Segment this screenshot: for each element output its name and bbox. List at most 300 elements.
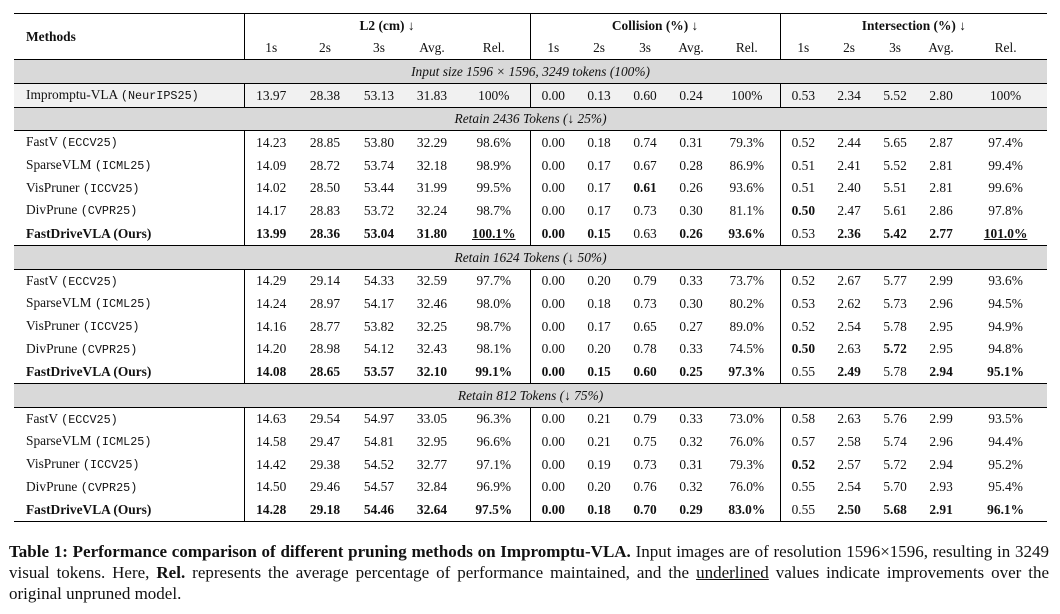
value-cell: 0.51 xyxy=(780,154,826,177)
subcolumn-header: 2s xyxy=(298,37,352,60)
results-table-container xyxy=(14,13,1047,522)
value-cell: 32.10 xyxy=(416,363,448,379)
method-cell xyxy=(14,453,244,476)
value-cell: 0.26 xyxy=(679,180,703,196)
section-header-row xyxy=(14,384,1047,408)
caption-text-3: values indicate improvements over the original unpruned model. xyxy=(9,563,1050,603)
value-cell: 100.1% xyxy=(472,225,516,241)
caption-text-1: Input images are of resolution 1596×1596, resulting in 3249 visual tokens. Here, xyxy=(9,542,1050,582)
value-cell: 28.65 xyxy=(309,363,341,379)
value-cell: 28.38 xyxy=(298,84,352,108)
value-cell: 13.99 xyxy=(244,222,298,245)
value-cell: 14.29 xyxy=(244,269,298,292)
method-cell xyxy=(14,338,244,361)
value-cell: 0.20 xyxy=(587,479,611,495)
value-cell: 0.15 xyxy=(587,363,611,379)
method-name: FastV xyxy=(26,134,58,150)
value-cell: 29.47 xyxy=(309,434,341,450)
value-cell: 2.96 xyxy=(929,434,953,450)
value-cell: 28.97 xyxy=(309,295,341,311)
method-venue: (ECCV25) xyxy=(61,136,118,151)
subcolumn-header: Avg. xyxy=(668,37,714,60)
subcolumn-header: 1s xyxy=(780,37,826,60)
value-cell: 83.0% xyxy=(714,498,780,521)
table-row xyxy=(14,222,1047,245)
group-header-intersection: Intersection (%) ↓ xyxy=(780,14,1047,37)
value-cell: 2.62 xyxy=(837,295,861,311)
method-name: Impromptu-VLA xyxy=(26,87,118,102)
method-cell xyxy=(14,315,244,338)
value-cell: 53.44 xyxy=(363,180,395,196)
value-cell: 5.52 xyxy=(883,157,907,173)
method-name: DivPrune xyxy=(26,478,78,494)
value-cell: 2.87 xyxy=(929,135,953,151)
value-cell: 5.77 xyxy=(883,273,907,289)
value-cell: 2.80 xyxy=(918,84,964,108)
value-cell: 99.6% xyxy=(988,180,1023,196)
method-cell xyxy=(14,154,244,177)
value-cell: 0.31 xyxy=(679,456,703,472)
value-cell: 0.53 xyxy=(780,84,826,108)
value-cell: 2.44 xyxy=(837,135,861,151)
value-cell: 14.20 xyxy=(244,338,298,361)
value-cell: 0.00 xyxy=(530,222,576,245)
value-cell: 29.46 xyxy=(309,479,341,495)
value-cell: 14.23 xyxy=(244,131,298,154)
method-name: SparseVLM xyxy=(26,433,92,449)
method-name: VisPruner xyxy=(26,317,80,333)
value-cell: 2.41 xyxy=(837,157,861,173)
value-cell: 54.33 xyxy=(363,273,395,289)
method-cell xyxy=(14,430,244,453)
table-row xyxy=(14,453,1047,476)
value-cell: 79.3% xyxy=(729,135,765,151)
value-cell: 28.85 xyxy=(309,135,341,151)
subcolumn-header: 2s xyxy=(576,37,622,60)
results-table xyxy=(14,13,1047,522)
value-cell: 0.73 xyxy=(633,456,657,472)
value-cell: 0.00 xyxy=(530,315,576,338)
value-cell: 2.47 xyxy=(837,203,861,219)
value-cell: 0.20 xyxy=(587,273,611,289)
method-name: VisPruner xyxy=(26,179,80,195)
value-cell: 0.50 xyxy=(780,200,826,223)
value-cell: 29.14 xyxy=(309,273,341,289)
value-cell: 14.09 xyxy=(244,154,298,177)
method-venue: (ICML25) xyxy=(94,435,152,450)
value-cell: 32.46 xyxy=(416,295,448,311)
value-cell: 2.40 xyxy=(837,180,861,196)
value-cell: 97.4% xyxy=(988,135,1023,151)
value-cell: 5.78 xyxy=(883,363,907,379)
value-cell: 2.91 xyxy=(918,498,964,521)
value-cell: 0.33 xyxy=(679,341,703,357)
value-cell: 98.1% xyxy=(476,341,512,357)
value-cell: 0.28 xyxy=(679,157,703,173)
value-cell: 99.4% xyxy=(988,157,1023,173)
table-row xyxy=(14,84,1047,108)
value-cell: 0.74 xyxy=(633,135,657,151)
value-cell: 0.00 xyxy=(530,498,576,521)
method-cell xyxy=(14,200,244,223)
value-cell: 5.76 xyxy=(883,411,907,427)
value-cell: 0.00 xyxy=(530,338,576,361)
value-cell: 0.52 xyxy=(780,269,826,292)
value-cell: 74.5% xyxy=(729,341,765,357)
value-cell: 0.21 xyxy=(587,434,611,450)
table-row xyxy=(14,154,1047,177)
value-cell: 0.00 xyxy=(530,453,576,476)
value-cell: 32.84 xyxy=(416,479,448,495)
value-cell: 5.72 xyxy=(883,341,907,357)
value-cell: 0.00 xyxy=(530,292,576,315)
value-cell: 0.00 xyxy=(530,154,576,177)
value-cell: 14.42 xyxy=(244,453,298,476)
value-cell: 28.50 xyxy=(309,180,341,196)
value-cell: 2.99 xyxy=(929,273,953,289)
value-cell: 0.52 xyxy=(780,315,826,338)
method-cell xyxy=(14,269,244,292)
value-cell: 0.13 xyxy=(576,84,622,108)
value-cell: 100% xyxy=(964,84,1047,108)
value-cell: 0.75 xyxy=(633,434,657,450)
table-row xyxy=(14,360,1047,383)
value-cell: 98.9% xyxy=(476,157,512,173)
method-cell xyxy=(14,131,244,154)
value-cell: 0.30 xyxy=(679,203,703,219)
value-cell: 32.64 xyxy=(406,498,458,521)
value-cell: 54.46 xyxy=(352,498,406,521)
subcolumn-header: Rel. xyxy=(964,37,1047,60)
value-cell: 54.17 xyxy=(363,295,395,311)
section-header-row xyxy=(14,60,1047,84)
subcolumn-header: Rel. xyxy=(714,37,780,60)
value-cell: 5.61 xyxy=(883,203,907,219)
caption-title: Performance comparison of different pruning methods on Impromptu-VLA. xyxy=(72,542,631,561)
value-cell: 14.50 xyxy=(244,476,298,499)
value-cell: 0.76 xyxy=(633,479,657,495)
value-cell: 94.9% xyxy=(988,318,1023,334)
table-caption xyxy=(9,541,1049,604)
value-cell: 5.65 xyxy=(883,135,907,151)
value-cell: 2.81 xyxy=(929,157,953,173)
subcolumn-header: 1s xyxy=(530,37,576,60)
value-cell: 0.60 xyxy=(633,363,657,379)
value-cell: 28.36 xyxy=(309,225,341,241)
method-venue: (CVPR25) xyxy=(80,480,138,495)
value-cell: 94.8% xyxy=(988,341,1023,357)
value-cell: 31.83 xyxy=(406,84,458,108)
value-cell: 94.4% xyxy=(988,434,1023,450)
value-cell: 100% xyxy=(714,84,780,108)
value-cell: 98.6% xyxy=(476,135,512,151)
method-cell xyxy=(14,84,244,108)
value-cell: 0.00 xyxy=(530,360,576,383)
value-cell: 32.95 xyxy=(416,434,448,450)
table-row xyxy=(14,476,1047,499)
value-cell: 0.21 xyxy=(587,411,611,427)
value-cell: 0.26 xyxy=(679,225,703,241)
value-cell: 0.32 xyxy=(679,434,703,450)
value-cell: 79.3% xyxy=(729,456,765,472)
value-cell: 97.5% xyxy=(458,498,530,521)
value-cell: 0.55 xyxy=(780,476,826,499)
value-cell: 14.16 xyxy=(244,315,298,338)
value-cell: 0.58 xyxy=(780,407,826,430)
value-cell: 0.33 xyxy=(679,411,703,427)
value-cell: 73.0% xyxy=(729,411,765,427)
method-cell xyxy=(14,177,244,200)
value-cell: 76.0% xyxy=(729,479,765,495)
value-cell: 93.6% xyxy=(729,180,765,196)
value-cell: 2.94 xyxy=(929,363,953,379)
section-title: Retain 1624 Tokens (↓ 50%) xyxy=(14,245,1047,269)
value-cell: 2.63 xyxy=(837,341,861,357)
section-header-row xyxy=(14,245,1047,269)
method-cell xyxy=(14,360,244,383)
value-cell: 0.18 xyxy=(587,135,611,151)
value-cell: 53.13 xyxy=(352,84,406,108)
value-cell: 93.6% xyxy=(728,225,766,241)
value-cell: 0.33 xyxy=(679,273,703,289)
caption-text-2: represents the average percentage of performance maintained, and the xyxy=(192,563,690,582)
value-cell: 99.1% xyxy=(475,363,513,379)
value-cell: 86.9% xyxy=(729,157,765,173)
value-cell: 94.5% xyxy=(988,295,1023,311)
value-cell: 0.27 xyxy=(679,318,703,334)
value-cell: 2.58 xyxy=(837,434,861,450)
value-cell: 2.49 xyxy=(837,363,861,379)
value-cell: 0.52 xyxy=(780,131,826,154)
subcolumn-header: 2s xyxy=(826,37,872,60)
value-cell: 0.73 xyxy=(633,295,657,311)
value-cell: 2.77 xyxy=(929,225,953,241)
value-cell: 95.4% xyxy=(988,479,1023,495)
group-header-row xyxy=(14,14,1047,37)
value-cell: 28.72 xyxy=(309,157,341,173)
value-cell: 0.52 xyxy=(780,453,826,476)
value-cell: 54.97 xyxy=(363,411,395,427)
value-cell: 0.31 xyxy=(679,135,703,151)
value-cell: 32.77 xyxy=(416,456,448,472)
value-cell: 0.18 xyxy=(587,295,611,311)
value-cell: 0.20 xyxy=(587,341,611,357)
value-cell: 14.58 xyxy=(244,430,298,453)
value-cell: 14.08 xyxy=(244,360,298,383)
value-cell: 53.72 xyxy=(363,203,395,219)
method-name: DivPrune xyxy=(26,202,78,218)
method-cell xyxy=(14,222,244,245)
value-cell: 0.60 xyxy=(622,84,668,108)
table-body xyxy=(14,60,1047,522)
method-name: FastDriveVLA (Ours) xyxy=(26,363,152,379)
method-cell xyxy=(14,498,244,521)
value-cell: 80.2% xyxy=(729,295,765,311)
value-cell: 2.95 xyxy=(929,318,953,334)
table-row xyxy=(14,315,1047,338)
caption-rel-term: Rel. xyxy=(156,563,186,582)
value-cell: 53.82 xyxy=(363,318,395,334)
value-cell: 0.32 xyxy=(679,479,703,495)
value-cell: 53.74 xyxy=(363,157,395,173)
value-cell: 0.78 xyxy=(633,341,657,357)
value-cell: 0.79 xyxy=(633,273,657,289)
value-cell: 28.77 xyxy=(309,318,341,334)
table-row xyxy=(14,407,1047,430)
value-cell: 96.6% xyxy=(476,434,512,450)
value-cell: 29.38 xyxy=(309,456,341,472)
value-cell: 0.00 xyxy=(530,177,576,200)
value-cell: 97.8% xyxy=(988,203,1023,219)
value-cell: 13.97 xyxy=(244,84,298,108)
method-venue: (CVPR25) xyxy=(80,204,138,219)
caption-label: Table 1: xyxy=(9,542,68,561)
value-cell: 29.54 xyxy=(309,411,341,427)
value-cell: 0.24 xyxy=(668,84,714,108)
value-cell: 2.54 xyxy=(837,318,861,334)
value-cell: 0.53 xyxy=(780,222,826,245)
value-cell: 0.57 xyxy=(780,430,826,453)
value-cell: 2.54 xyxy=(837,479,861,495)
value-cell: 2.63 xyxy=(837,411,861,427)
value-cell: 5.72 xyxy=(883,456,907,472)
value-cell: 96.9% xyxy=(476,479,512,495)
value-cell: 2.50 xyxy=(826,498,872,521)
value-cell: 0.00 xyxy=(530,430,576,453)
group-header-collision: Collision (%) ↓ xyxy=(530,14,780,37)
value-cell: 97.1% xyxy=(476,456,512,472)
subcolumn-header: 3s xyxy=(622,37,668,60)
value-cell: 2.94 xyxy=(929,456,953,472)
subcolumn-header: Avg. xyxy=(406,37,458,60)
value-cell: 5.70 xyxy=(883,479,907,495)
value-cell: 2.67 xyxy=(837,273,861,289)
value-cell: 0.15 xyxy=(587,225,611,241)
value-cell: 5.78 xyxy=(883,318,907,334)
value-cell: 54.12 xyxy=(363,341,395,357)
value-cell: 0.30 xyxy=(679,295,703,311)
method-name: FastDriveVLA (Ours) xyxy=(26,502,152,518)
method-name: DivPrune xyxy=(26,340,78,356)
value-cell: 0.55 xyxy=(780,360,826,383)
value-cell: 5.52 xyxy=(872,84,918,108)
value-cell: 0.00 xyxy=(530,131,576,154)
value-cell: 0.53 xyxy=(780,292,826,315)
value-cell: 99.5% xyxy=(476,180,512,196)
table-row xyxy=(14,292,1047,315)
method-cell xyxy=(14,407,244,430)
value-cell: 5.51 xyxy=(883,180,907,196)
value-cell: 0.51 xyxy=(780,177,826,200)
value-cell: 54.81 xyxy=(363,434,395,450)
value-cell: 53.57 xyxy=(363,363,395,379)
value-cell: 100% xyxy=(458,84,530,108)
group-header-l2: L2 (cm) ↓ xyxy=(244,14,530,37)
table-row xyxy=(14,338,1047,361)
section-header-row xyxy=(14,107,1047,131)
value-cell: 14.28 xyxy=(244,498,298,521)
value-cell: 97.3% xyxy=(728,363,766,379)
value-cell: 98.7% xyxy=(476,318,512,334)
value-cell: 2.57 xyxy=(837,456,861,472)
value-cell: 5.73 xyxy=(883,295,907,311)
table-row xyxy=(14,200,1047,223)
caption-underlined-term: underlined xyxy=(696,563,769,582)
method-name: VisPruner xyxy=(26,456,80,471)
value-cell: 73.7% xyxy=(729,273,765,289)
value-cell: 0.63 xyxy=(633,225,657,241)
value-cell: 0.00 xyxy=(530,407,576,430)
value-cell: 89.0% xyxy=(729,318,765,334)
value-cell: 0.17 xyxy=(587,157,611,173)
value-cell: 0.50 xyxy=(780,338,826,361)
value-cell: 32.18 xyxy=(416,157,448,173)
method-name: SparseVLM xyxy=(26,295,92,311)
table-row xyxy=(14,498,1047,521)
value-cell: 81.1% xyxy=(729,203,765,219)
value-cell: 32.59 xyxy=(416,273,448,289)
value-cell: 2.99 xyxy=(929,411,953,427)
value-cell: 0.73 xyxy=(633,203,657,219)
method-name: FastV xyxy=(26,272,58,288)
subcolumn-header: Rel. xyxy=(458,37,530,60)
value-cell: 5.42 xyxy=(883,225,907,241)
value-cell: 0.00 xyxy=(530,476,576,499)
value-cell: 93.6% xyxy=(988,273,1023,289)
value-cell: 32.25 xyxy=(416,318,448,334)
value-cell: 98.7% xyxy=(476,203,512,219)
value-cell: 0.17 xyxy=(587,180,611,196)
value-cell: 2.93 xyxy=(929,479,953,495)
value-cell: 0.00 xyxy=(530,269,576,292)
value-cell: 53.04 xyxy=(363,225,395,241)
value-cell: 29.18 xyxy=(298,498,352,521)
subcolumn-header: Avg. xyxy=(918,37,964,60)
value-cell: 32.24 xyxy=(416,203,448,219)
value-cell: 31.80 xyxy=(416,225,448,241)
method-venue: (ECCV25) xyxy=(61,412,118,427)
subcolumn-header: 3s xyxy=(352,37,406,60)
method-cell xyxy=(14,476,244,499)
value-cell: 32.43 xyxy=(416,341,448,357)
method-name: FastDriveVLA (Ours) xyxy=(26,225,152,241)
value-cell: 0.55 xyxy=(780,498,826,521)
method-venue: (ICCV25) xyxy=(82,458,140,472)
value-cell: 5.74 xyxy=(883,434,907,450)
value-cell: 31.99 xyxy=(416,180,448,196)
value-cell: 2.81 xyxy=(929,180,953,196)
value-cell: 0.29 xyxy=(668,498,714,521)
value-cell: 14.02 xyxy=(244,177,298,200)
method-venue: (ICML25) xyxy=(94,159,152,174)
value-cell: 28.83 xyxy=(309,203,341,219)
section-title: Input size 1596 × 1596, 3249 tokens (100%) xyxy=(14,60,1047,84)
value-cell: 2.96 xyxy=(929,295,953,311)
value-cell: 14.24 xyxy=(244,292,298,315)
value-cell: 0.00 xyxy=(530,84,576,108)
value-cell: 2.86 xyxy=(929,203,953,219)
value-cell: 76.0% xyxy=(729,434,765,450)
method-venue: (ICCV25) xyxy=(82,319,140,334)
value-cell: 0.00 xyxy=(530,200,576,223)
subcolumn-header: 1s xyxy=(244,37,298,60)
value-cell: 14.17 xyxy=(244,200,298,223)
method-venue: (CVPR25) xyxy=(80,342,138,357)
table-row xyxy=(14,131,1047,154)
value-cell: 98.0% xyxy=(476,295,512,311)
value-cell: 95.1% xyxy=(987,363,1024,379)
value-cell: 2.36 xyxy=(837,225,861,241)
